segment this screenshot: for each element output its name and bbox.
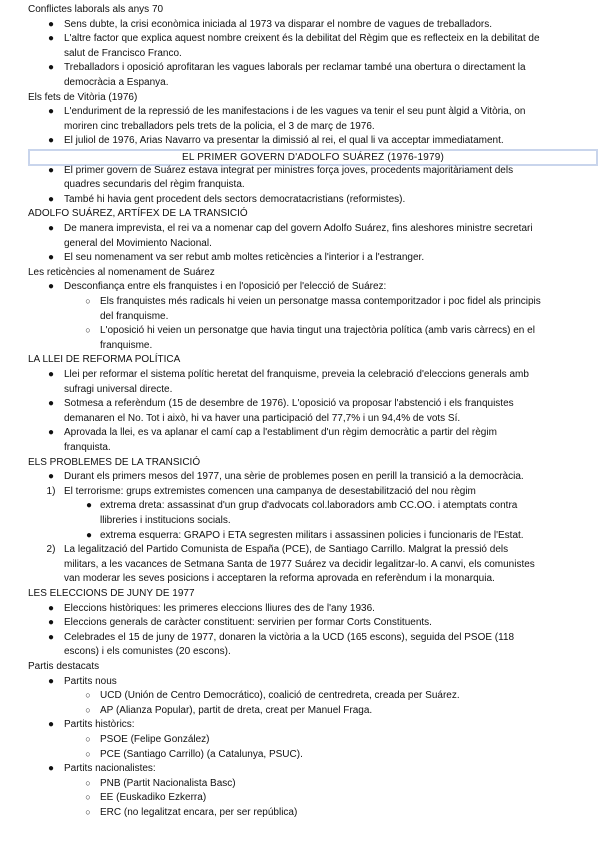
text-line <box>0 222 600 235</box>
hollow-bullet-icon: ○ <box>85 690 91 701</box>
line-text: demanaren el No. Tot i això, hi va haver una participació del 77,7% i un 94,4% de vots Sí. <box>64 412 461 424</box>
line-text: extrema esquerra: GRAPO i ETA segresten militars i assassinen policies i funcionaris de l'Estat. <box>100 529 524 541</box>
hollow-bullet-icon: ○ <box>85 734 91 744</box>
line-text: Eleccions històriques: les primeres eleccions lliures des de l'any 1936. <box>64 602 375 614</box>
line-text: Desconfiança entre els franquistes i en l'oposició per l'elecció de Suárez: <box>64 281 387 293</box>
text-line <box>0 368 600 381</box>
bullet-icon: ● <box>47 427 55 439</box>
bullet-icon: ● <box>47 471 55 483</box>
text-line <box>0 310 600 323</box>
hollow-bullet-icon: ○ <box>85 792 91 803</box>
text-line <box>0 164 600 177</box>
text-line <box>0 193 600 206</box>
text-line <box>0 602 600 615</box>
text-line <box>0 339 600 352</box>
line-text: del franquisme. <box>100 310 169 322</box>
bullet-icon: ● <box>47 193 55 205</box>
text-line <box>0 76 600 89</box>
line-text: Llei per reformar el sistema polític heretat del franquisme, preveia la celebració d'eleccions generals amb <box>64 369 529 380</box>
text-line <box>0 251 600 264</box>
line-text: PSOE (Felipe González) <box>100 734 210 745</box>
hollow-bullet-icon: ○ <box>85 748 91 759</box>
bullet-icon: ● <box>47 675 55 687</box>
line-text: L'enduriment de la repressió de les manifestacions i de les vagues va tenir el seu punt àlgid a Vitòria, on <box>64 106 526 118</box>
bullet-icon: ● <box>47 135 55 147</box>
line-text: Sens dubte, la crisi econòmica iniciada al 1973 va disparar el nombre de vagues de treballadors. <box>64 18 493 30</box>
text-line <box>0 237 600 250</box>
line-text: Partits nacionalistes: <box>64 763 156 775</box>
bullet-icon: ● <box>47 617 55 629</box>
bullet-icon: ● <box>47 602 55 614</box>
bullet-icon: ● <box>47 719 55 731</box>
heading-text: ELS PROBLEMES DE LA TRANSICIÓ <box>28 456 201 468</box>
section-heading <box>0 353 600 366</box>
text-line <box>0 543 600 556</box>
text-line <box>0 412 600 425</box>
text-line <box>0 616 600 629</box>
text-line <box>0 120 600 133</box>
bullet-icon: ● <box>47 631 55 643</box>
section-heading <box>0 3 600 16</box>
text-line <box>0 470 600 483</box>
text-line <box>0 558 600 571</box>
bullet-icon: ● <box>47 763 55 775</box>
bullet-icon: ● <box>47 62 55 74</box>
line-text: militars, a les vacances de Setmana Santa de 1977 Suárez va decidir legalitzar-lo. A canvi, els comunistes <box>64 558 535 570</box>
text-line <box>0 134 600 147</box>
text-line <box>0 383 600 396</box>
line-text: Partits històrics: <box>64 719 135 731</box>
line-text: llibreries i institucions socials. <box>100 515 231 526</box>
bullet-icon: ● <box>85 529 93 541</box>
text-line <box>0 485 600 498</box>
heading-text: Els fets de Vitòria (1976) <box>28 91 138 103</box>
text-line <box>0 675 600 688</box>
line-text: Aprovada la llei, es va aplanar el camí cap a l'establiment d'un règim democràtic a partir del règim <box>64 427 497 439</box>
bullet-icon: ● <box>47 281 55 293</box>
line-text: EE (Euskadiko Ezkerra) <box>100 792 207 804</box>
line-text: franquista. <box>64 442 111 453</box>
line-text: També hi havia gent procedent dels sectors democratacristians (reformistes). <box>64 193 406 205</box>
text-line <box>0 280 600 293</box>
bullet-icon: ● <box>47 252 55 264</box>
section-heading <box>0 207 600 220</box>
line-text: Durant els primers mesos del 1977, una sèrie de problemes posen en perill la transició a la democràcia. <box>64 471 524 483</box>
section-heading <box>0 91 600 104</box>
heading-text: ADOLFO SUÁREZ, ARTÍFEX DE LA TRANSICIÓ <box>28 208 248 220</box>
line-text: general del Movimiento Nacional. <box>64 237 212 249</box>
heading-text: Les reticències al nomenament de Suárez <box>28 266 215 278</box>
line-text: PCE (Santiago Carrillo) (a Catalunya, PSUC). <box>100 748 303 760</box>
text-line <box>0 18 600 31</box>
line-text: democràcia a Espanya. <box>64 77 169 88</box>
line-text: ERC (no legalitzat encara, per ser república) <box>100 807 298 818</box>
hollow-bullet-icon: ○ <box>85 325 91 336</box>
line-text: El primer govern de Suárez estava integrat per ministres força joves, procedents majoritàriament dels <box>64 164 514 176</box>
text-line <box>0 777 600 790</box>
text-line <box>0 105 600 118</box>
line-text: Celebrades el 15 de juny de 1977, donaren la victòria a la UCD (165 escons), seguida del PSOE (118 <box>64 631 515 643</box>
line-text: Els franquistes més radicals hi veien un personatge massa contemporitzador i poc fidel als principis <box>100 296 541 307</box>
heading-text: LA LLEI DE REFORMA POLÍTICA <box>28 354 181 366</box>
text-line <box>0 529 600 542</box>
line-text: moriren cinc treballadors pels trets de la policia, el 3 de març de 1976. <box>64 120 375 132</box>
line-text: UCD (Unión de Centro Democrático), coalició de centredreta, creada per Suárez. <box>100 690 460 702</box>
line-text: Sotmesa a referèndum (15 de desembre de 1976). L'oposició va proposar l'abstenció i els franquistes <box>64 398 514 410</box>
text-line <box>0 806 600 819</box>
bullet-icon: ● <box>47 223 55 234</box>
text-line <box>0 733 600 746</box>
line-text: quadres secundaris del règim franquista. <box>64 179 245 191</box>
banner-title: EL PRIMER GOVERN D'ADOLFO SUÁREZ (1976-1979) <box>181 152 445 163</box>
line-text: De manera imprevista, el rei va a nomenar cap del govern Adolfo Suárez, fins aleshores ministre secretari <box>64 223 533 234</box>
section-heading <box>0 660 600 673</box>
text-line <box>0 32 600 45</box>
text-line <box>0 397 600 410</box>
bullet-icon: ● <box>47 18 55 30</box>
line-text: PNB (Partit Nacionalista Basc) <box>100 777 236 789</box>
list-number: 2) <box>46 544 56 556</box>
line-text: Partits nous <box>64 675 117 687</box>
bullet-icon: ● <box>47 369 55 380</box>
line-text: L'oposició hi veien un personatge que havia tingut una trajectòria política (amb varis càrrecs) en el <box>100 325 535 337</box>
list-number: 1) <box>46 485 56 497</box>
text-line <box>0 689 600 702</box>
text-line <box>0 426 600 439</box>
hollow-bullet-icon: ○ <box>85 296 91 306</box>
line-text: El juliol de 1976, Arias Navarro va presentar la dimissió al rei, el qual li va acceptar immediatament. <box>64 135 504 147</box>
hollow-bullet-icon: ○ <box>85 704 91 715</box>
line-text: Eleccions generals de caràcter constituent: servirien per formar Corts Constituents. <box>64 617 432 629</box>
heading-text: Partis destacats <box>28 661 100 672</box>
line-text: AP (Alianza Popular), partit de dreta, creat per Manuel Fraga. <box>100 704 373 716</box>
text-line <box>0 718 600 731</box>
text-line <box>0 704 600 717</box>
line-text: van moderar les seves posicions i acceptaren la reforma aprovada en referèndum i la monarquia. <box>64 573 495 585</box>
text-line <box>0 631 600 644</box>
line-text: L'altre factor que explica aquest nombre creixent és la debilitat del Règim que es reflecteix en la debilitat de <box>64 33 540 45</box>
line-text: El seu nomenament va ser rebut amb moltes reticències a l'interior i a l'estranger. <box>64 252 425 264</box>
text-line <box>0 61 600 74</box>
text-line <box>0 441 600 454</box>
heading-text: Conflictes laborals als anys 70 <box>28 4 164 15</box>
text-line <box>0 324 600 337</box>
text-line <box>0 178 600 191</box>
line-text: La legalització del Partido Comunista de España (PCE), de Santiago Carrillo. Malgrat la pressió dels <box>64 544 509 556</box>
text-line <box>0 47 600 60</box>
line-text: franquisme. <box>100 339 153 351</box>
text-line <box>0 295 600 308</box>
text-line <box>0 748 600 761</box>
section-heading <box>0 456 600 469</box>
bullet-icon: ● <box>47 33 55 45</box>
text-line <box>0 514 600 527</box>
hollow-bullet-icon: ○ <box>85 807 91 817</box>
bullet-icon: ● <box>85 500 93 512</box>
line-text: El terrorisme: grups extremistes comencen una campanya de desestabilització del nou règim <box>64 485 476 497</box>
bullet-icon: ● <box>47 164 55 176</box>
text-line <box>0 791 600 804</box>
line-text: sufragi universal directe. <box>64 383 173 395</box>
bullet-icon: ● <box>47 398 55 410</box>
section-heading <box>0 587 600 600</box>
line-text: escons) i els comunistes (20 escons). <box>64 646 231 658</box>
line-text: extrema dreta: assassinat d'un grup d'advocats col.laboradors amb CC.OO. i atemptats contra <box>100 500 518 512</box>
text-line <box>0 645 600 658</box>
heading-text: LES ELECCIONS DE JUNY DE 1977 <box>28 588 195 599</box>
hollow-bullet-icon: ○ <box>85 777 91 788</box>
text-line <box>0 499 600 512</box>
line-text: Treballadors i oposició aprofitaran les vagues laborals per reclamar també una obertura o directament la <box>64 62 526 74</box>
text-line <box>0 572 600 585</box>
section-heading <box>0 266 600 279</box>
bullet-icon: ● <box>47 106 55 118</box>
line-text: salut de Francisco Franco. <box>64 47 182 59</box>
text-line <box>0 762 600 775</box>
